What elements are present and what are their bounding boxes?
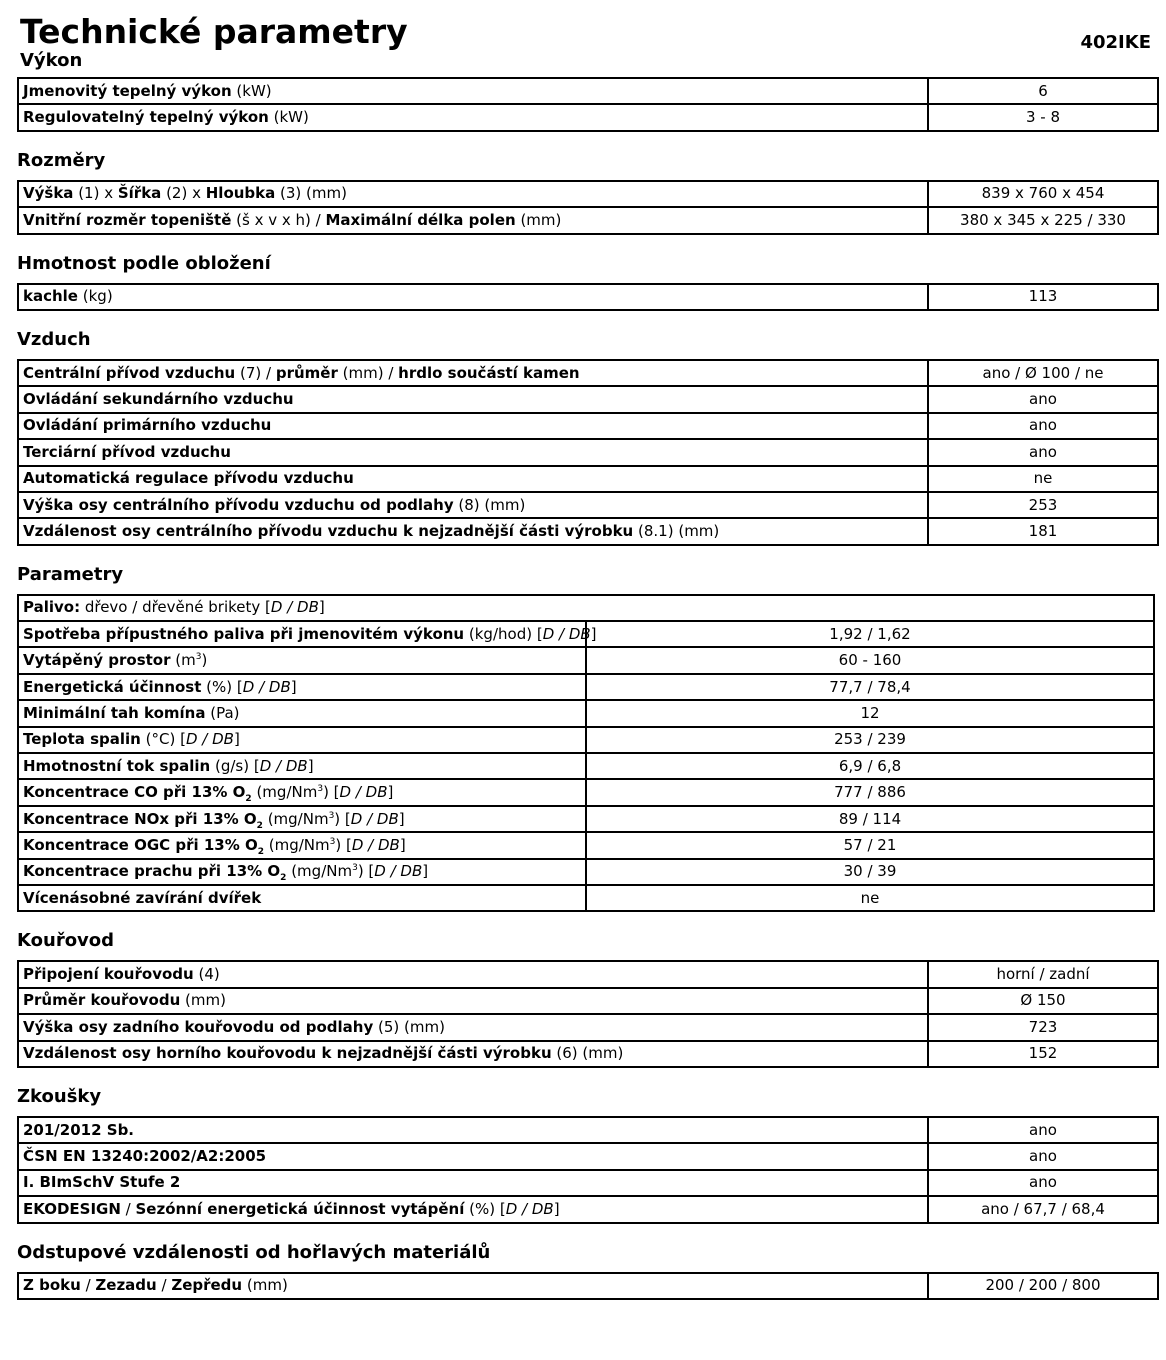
table-row: [18, 700, 1154, 726]
label-bold-text: Regulovatelný tepelný výkon: [23, 108, 269, 127]
row-label: [18, 1273, 928, 1299]
table-row: [18, 439, 1158, 465]
table-row: [18, 386, 1158, 412]
table-row: [18, 753, 1154, 779]
label-italic-text: D / DB: [374, 862, 423, 881]
label-text: ) [: [334, 809, 351, 828]
label-text: (4): [193, 965, 220, 984]
label-italic-text: D / DB: [259, 756, 308, 775]
row-value: ne: [928, 466, 1158, 492]
row-value: 1,92 / 1,62: [586, 621, 1154, 647]
subscript: 2: [280, 873, 287, 884]
row-label: [18, 621, 597, 647]
row-value: 12: [586, 700, 1154, 726]
table-row: [18, 1117, 1158, 1143]
label-text: (mg/Nm: [262, 809, 329, 828]
label-bold-text: Sezónní energetická účinnost vytápění: [135, 1199, 465, 1218]
row-value: ano: [928, 386, 1158, 412]
row-value: 30 / 39: [586, 859, 1154, 885]
label-bold-text: Terciární přívod vzduchu: [23, 442, 231, 461]
row-label: [18, 806, 586, 832]
row-value: 253 / 239: [586, 727, 1154, 753]
spec-table: [17, 77, 1159, 132]
label-text: ) [: [335, 835, 352, 854]
label-text: (2) x: [161, 184, 206, 203]
table-row: [18, 832, 1154, 858]
label-text: ]: [553, 1199, 560, 1218]
table-row: [18, 78, 1158, 104]
row-label: [18, 466, 928, 492]
table-row: [18, 413, 1158, 439]
row-label: [18, 518, 928, 544]
spec-table: [17, 283, 1159, 311]
label-text: (š x v x h) /: [231, 210, 326, 229]
table-row: [18, 466, 1158, 492]
row-label: [18, 413, 928, 439]
label-text: (kW): [268, 108, 309, 127]
row-label: [18, 1117, 928, 1143]
label-text: dřevo / dřevěné brikety [: [80, 598, 271, 617]
label-bold-text: Vícenásobné zavírání dvířek: [23, 888, 262, 907]
label-bold-text: kachle: [23, 287, 78, 306]
label-text: (7) /: [235, 363, 276, 382]
row-label: [18, 181, 928, 207]
label-text: (mg/Nm: [286, 862, 353, 881]
label-text: (mm) /: [337, 363, 399, 382]
row-label: [18, 1014, 928, 1040]
section-title: Vzduch: [17, 328, 91, 350]
label-bold-text: Připojení kouřovodu: [23, 965, 194, 984]
row-value: 6,9 / 6,8: [586, 753, 1154, 779]
label-bold-text: Maximální délka polen: [325, 210, 516, 229]
label-text: ]: [399, 835, 406, 854]
row-value: ano: [928, 1143, 1158, 1169]
table-row: [18, 595, 1154, 621]
label-bold-text: Minimální tah komína: [23, 703, 206, 722]
row-value: 60 - 160: [586, 647, 1154, 673]
row-label: [18, 885, 586, 911]
label-text: (8) (mm): [453, 495, 526, 514]
label-text: ]: [422, 862, 429, 881]
label-text: (3) (mm): [275, 184, 347, 203]
row-label: [18, 207, 928, 233]
row-value: horní / zadní: [928, 961, 1158, 987]
row-value: 181: [928, 518, 1158, 544]
label-bold-text: Vzdálenost osy horního kouřovodu k nejzadnější části výrobku: [23, 1044, 552, 1063]
section-title: Parametry: [17, 563, 124, 585]
label-bold-text: Výška osy zadního kouřovodu od podlahy: [23, 1017, 374, 1036]
row-value: 77,7 / 78,4: [586, 674, 1154, 700]
label-text: (m: [170, 651, 196, 670]
label-text: ): [201, 651, 208, 670]
spec-table: [17, 1116, 1159, 1224]
label-bold-text: Palivo:: [23, 598, 81, 617]
label-bold-text: Centrální přívod vzduchu: [23, 363, 236, 382]
row-value: ano / 67,7 / 68,4: [928, 1196, 1158, 1222]
label-bold-text: Ovládání primárního vzduchu: [23, 416, 272, 435]
label-text: (kg): [77, 287, 113, 306]
row-label: [18, 595, 1154, 621]
label-bold-text: průměr: [275, 363, 338, 382]
label-bold-text: EKODESIGN: [23, 1199, 121, 1218]
row-label: [18, 360, 928, 386]
table-row: [18, 961, 1158, 987]
label-text: /: [156, 1276, 172, 1295]
row-value: 253: [928, 492, 1158, 518]
table-row: [18, 1170, 1158, 1196]
label-bold-text: Vzdálenost osy centrálního přívodu vzduchu k nejzadnější části výrobku: [23, 521, 634, 540]
label-bold-text: Jmenovitý tepelný výkon: [23, 81, 232, 100]
label-text: ]: [387, 783, 394, 802]
label-bold-text: Automatická regulace přívodu vzduchu: [23, 469, 354, 488]
label-bold-text: Průměr kouřovodu: [23, 991, 181, 1010]
row-label: [18, 104, 928, 130]
spec-sheet: [17, 77, 1155, 1300]
label-text: (1) x: [73, 184, 118, 203]
row-value: 777 / 886: [586, 779, 1154, 805]
label-bold-text: Hmotnostní tok spalin: [23, 756, 211, 775]
table-row: [18, 1273, 1158, 1299]
table-row: [18, 492, 1158, 518]
row-value: 3 - 8: [928, 104, 1158, 130]
label-bold-text: Spotřeba přípustného paliva při jmenovitém výkonu: [23, 624, 465, 643]
superscript: 3: [328, 810, 335, 821]
table-row: [18, 1196, 1158, 1222]
table-row: [18, 104, 1158, 130]
section-title: Rozměry: [17, 149, 106, 171]
row-label: [18, 1041, 928, 1067]
label-bold-text: Hloubka: [205, 184, 276, 203]
label-text: (8.1) (mm): [633, 521, 720, 540]
table-row: [18, 1143, 1158, 1169]
spec-table: [17, 1272, 1159, 1300]
row-label: [18, 753, 586, 779]
table-row: [18, 621, 1154, 647]
label-text: ) [: [357, 862, 375, 881]
row-value: ano / Ø 100 / ne: [928, 360, 1158, 386]
table-row: [18, 518, 1158, 544]
row-value: ano: [928, 413, 1158, 439]
row-label: [18, 1170, 928, 1196]
label-bold-text: ČSN EN 13240:2002/A2:2005: [23, 1147, 267, 1166]
table-row: [18, 647, 1154, 673]
spec-table: [17, 594, 1155, 913]
label-bold-text: Výška: [23, 184, 74, 203]
label-italic-text: D / DB: [542, 624, 591, 643]
label-text: ]: [398, 809, 405, 828]
label-bold-text: Vytápěný prostor: [23, 651, 171, 670]
row-label: [18, 647, 586, 673]
model-number: 402IKE: [1080, 32, 1151, 53]
row-label: [18, 1196, 928, 1222]
label-text: (kW): [231, 81, 272, 100]
row-label: [18, 674, 586, 700]
row-value: 89 / 114: [586, 806, 1154, 832]
section-title: Kouřovod: [17, 930, 115, 952]
label-bold-text: Z boku: [23, 1276, 81, 1295]
label-text: (5) (mm): [373, 1017, 445, 1036]
row-value: 113: [928, 284, 1158, 310]
label-bold-text: Šířka: [117, 184, 162, 203]
row-value: 380 x 345 x 225 / 330: [928, 207, 1158, 233]
label-text: (%) [: [464, 1199, 506, 1218]
row-value: 200 / 200 / 800: [928, 1273, 1158, 1299]
row-label: [18, 700, 586, 726]
table-row: [18, 806, 1154, 832]
spec-table: [17, 359, 1159, 546]
row-value: 152: [928, 1041, 1158, 1067]
label-bold-text: Výška osy centrálního přívodu vzduchu od podlahy: [23, 495, 454, 514]
label-text: (°C) [: [140, 730, 186, 749]
section-title-vykon: Výkon: [20, 50, 83, 71]
label-italic-text: D / DB: [270, 598, 319, 617]
section-title: Odstupové vzdálenosti od hořlavých materiálů: [17, 1241, 491, 1263]
row-label: [18, 78, 928, 104]
label-text: ]: [590, 624, 597, 643]
label-text: (kg/hod) [: [464, 624, 543, 643]
table-row: [18, 284, 1158, 310]
row-label: [18, 386, 928, 412]
row-label: [18, 1143, 928, 1169]
label-bold-text: Ovládání sekundárního vzduchu: [23, 390, 294, 409]
table-row: [18, 674, 1154, 700]
label-text: ]: [307, 756, 314, 775]
superscript: 3: [352, 863, 358, 874]
label-text: (6) (mm): [551, 1044, 624, 1063]
label-bold-text: Koncentrace OGC při 13% O: [23, 835, 258, 854]
table-row: [18, 885, 1154, 911]
label-text: (g/s) [: [210, 756, 260, 775]
row-label: [18, 284, 928, 310]
label-text: (mm): [515, 210, 562, 229]
label-text: (Pa): [205, 703, 240, 722]
table-row: [18, 1014, 1158, 1040]
label-text: ]: [318, 598, 325, 617]
row-value: 6: [928, 78, 1158, 104]
section-title: Zkoušky: [17, 1085, 102, 1107]
label-text: ]: [290, 677, 297, 696]
label-italic-text: D / DB: [242, 677, 291, 696]
label-bold-text: hrdlo součástí kamen: [398, 363, 580, 382]
row-value: ano: [928, 1170, 1158, 1196]
table-row: [18, 727, 1154, 753]
row-label: [18, 492, 928, 518]
label-text: /: [120, 1199, 136, 1218]
subscript: 2: [257, 846, 264, 857]
label-bold-text: Vnitřní rozměr topeniště: [23, 210, 232, 229]
label-text: /: [80, 1276, 96, 1295]
row-label: [18, 988, 928, 1014]
label-bold-text: Koncentrace prachu při 13% O: [23, 862, 281, 881]
table-row: [18, 181, 1158, 207]
table-row: [18, 1041, 1158, 1067]
label-bold-text: Koncentrace NOx při 13% O: [23, 809, 257, 828]
label-bold-text: Koncentrace CO při 13% O: [23, 783, 246, 802]
row-value: Ø 150: [928, 988, 1158, 1014]
row-value: 839 x 760 x 454: [928, 181, 1158, 207]
label-italic-text: D / DB: [185, 730, 234, 749]
spec-table: [17, 960, 1159, 1068]
superscript: 3: [329, 836, 336, 847]
row-value: ano: [928, 439, 1158, 465]
label-bold-text: Energetická účinnost: [23, 677, 202, 696]
label-text: (mm): [242, 1276, 288, 1295]
label-text: (mg/Nm: [251, 783, 318, 802]
spec-table: [17, 180, 1159, 235]
row-label: [18, 727, 586, 753]
label-italic-text: D / DB: [351, 835, 400, 854]
table-row: [18, 988, 1158, 1014]
superscript: 3: [317, 784, 324, 795]
label-bold-text: 201/2012 Sb.: [23, 1120, 134, 1139]
table-row: [18, 859, 1154, 885]
label-text: (mg/Nm: [264, 835, 330, 854]
page-title: Technické parametry: [20, 12, 408, 51]
row-label: [18, 439, 928, 465]
label-text: (%) [: [201, 677, 243, 696]
label-text: ) [: [323, 783, 340, 802]
row-label: [18, 859, 586, 885]
label-bold-text: Zezadu: [95, 1276, 157, 1295]
row-label: [18, 832, 586, 858]
label-italic-text: D / DB: [350, 809, 399, 828]
label-text: ]: [233, 730, 240, 749]
label-bold-text: Teplota spalin: [23, 730, 141, 749]
table-row: [18, 360, 1158, 386]
label-bold-text: I. BImSchV Stufe 2: [23, 1173, 181, 1192]
label-bold-text: Zepředu: [171, 1276, 243, 1295]
row-label: [18, 961, 928, 987]
label-italic-text: D / DB: [505, 1199, 554, 1218]
row-value: ne: [586, 885, 1154, 911]
table-row: [18, 779, 1154, 805]
label-text: (mm): [180, 991, 226, 1010]
row-value: 57 / 21: [586, 832, 1154, 858]
row-value: 723: [928, 1014, 1158, 1040]
row-value: ano: [928, 1117, 1158, 1143]
table-row: [18, 207, 1158, 233]
subscript: 2: [256, 820, 263, 831]
label-italic-text: D / DB: [339, 783, 388, 802]
row-label: [18, 779, 586, 805]
superscript: 3: [195, 652, 202, 663]
subscript: 2: [245, 794, 252, 805]
section-title: Hmotnost podle obložení: [17, 252, 271, 274]
